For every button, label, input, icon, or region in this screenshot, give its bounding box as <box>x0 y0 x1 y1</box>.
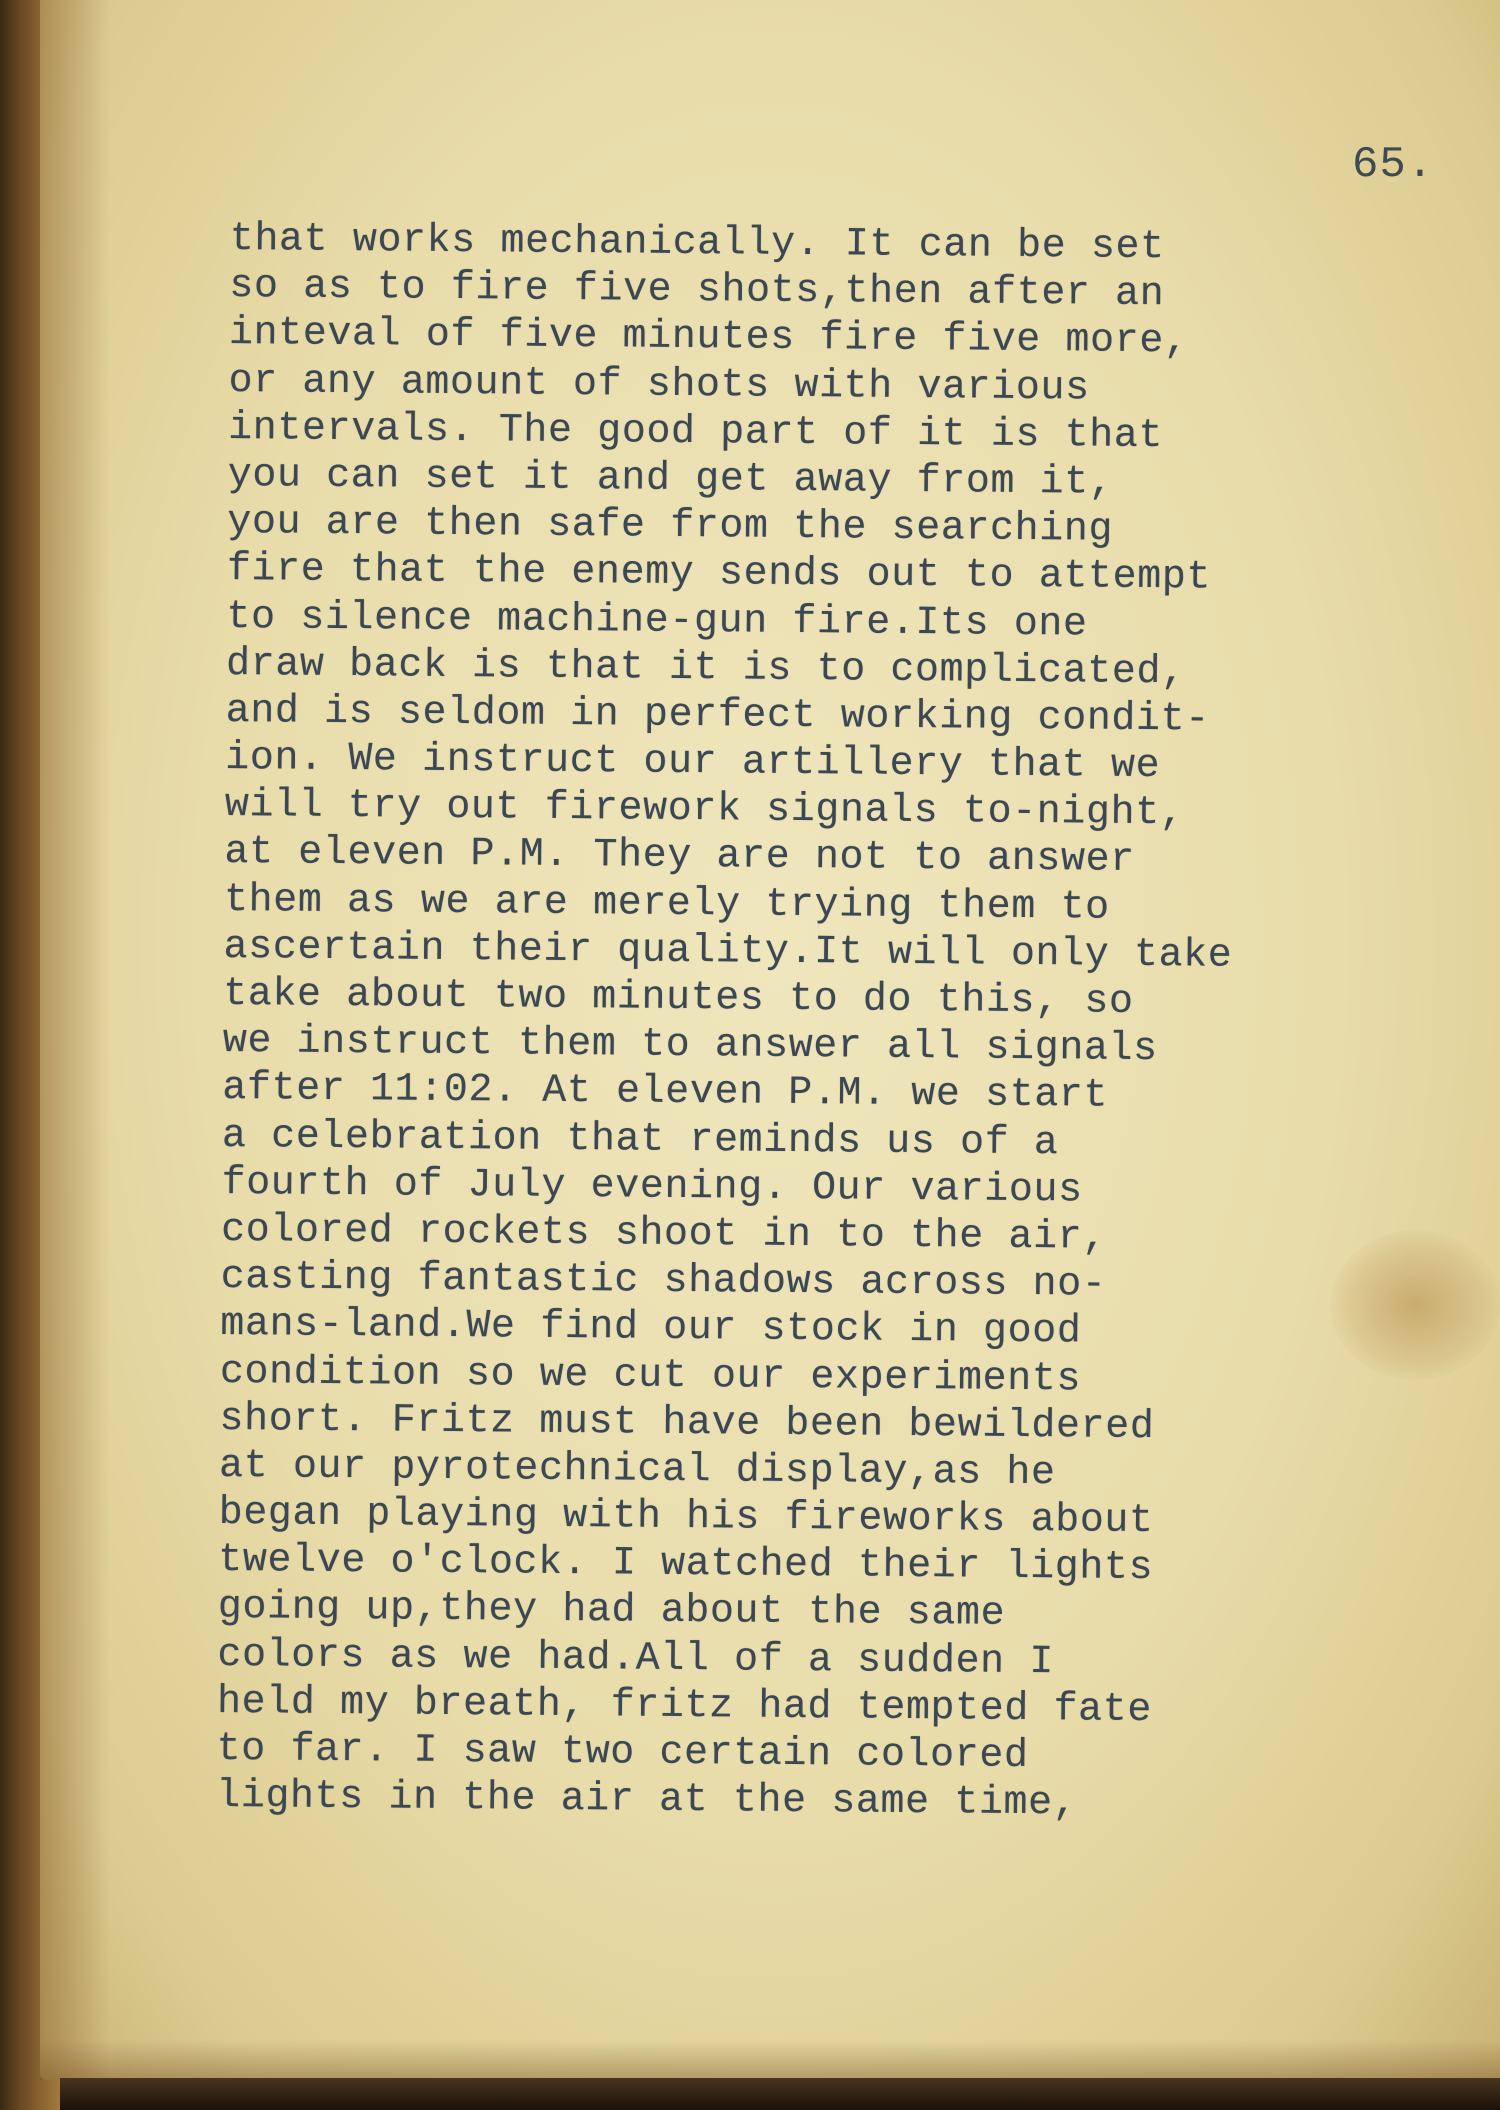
text-line: that works mechanically. It can be set <box>229 216 1165 271</box>
text-line: after 11:02. At eleven P.M. we start <box>222 1066 1109 1120</box>
page-bottom-edge <box>60 2078 1500 2110</box>
page-number: 65. <box>1352 140 1435 190</box>
text-line: lights in the air at the same time, <box>216 1774 1078 1827</box>
text-line: intervals. The good part of it is that <box>227 405 1164 459</box>
text-line: began playing with his fireworks about <box>218 1491 1154 1545</box>
text-line: we instruct them to answer all signals <box>222 1019 1158 1073</box>
text-line: casting fantastic shadows across no- <box>220 1255 1107 1308</box>
text-line: them as we are merely trying them to <box>223 877 1110 931</box>
text-line: short. Fritz must have been bewildered <box>219 1396 1155 1450</box>
text-line: you are then safe from the searching <box>227 500 1114 553</box>
text-line: you can set it and get away from it, <box>227 452 1114 506</box>
text-line: and is seldom in perfect working condit- <box>225 688 1210 743</box>
text-line: fourth of July evening. Our various <box>221 1160 1083 1214</box>
text-line: at eleven P.M. They are not to answer <box>224 830 1135 884</box>
text-line: will try out firework signals to-night, <box>224 783 1185 837</box>
text-line: at our pyrotechnical display,as he <box>218 1443 1056 1497</box>
text-line: to silence machine-gun fire.Its one <box>226 594 1088 647</box>
text-line: held my breath, fritz had tempted fate <box>216 1679 1153 1733</box>
text-line: condition so we cut our experiments <box>219 1349 1082 1402</box>
text-line: twelve o'clock. I watched their lights <box>218 1538 1154 1592</box>
text-line: ion. We instruct our artillery that we <box>225 736 1161 790</box>
text-line: inteval of five minutes fire five more, <box>228 311 1189 365</box>
text-line: take about two minutes to do this, so <box>223 971 1134 1025</box>
text-line: colored rockets shoot in to the air, <box>220 1207 1108 1261</box>
typewritten-body <box>216 216 1480 1831</box>
text-line: going up,they had about the same <box>217 1585 1006 1638</box>
text-line: ascertain their quality.It will only take <box>223 924 1233 979</box>
text-line: so as to fire five shots,then after an <box>229 264 1165 318</box>
text-line: draw back is that it is to complicated, <box>225 641 1186 696</box>
text-line: mans-land.We find our stock in good <box>220 1302 1082 1355</box>
text-line: a celebration that reminds us of a <box>221 1113 1059 1166</box>
text-line: to far. I saw two certain colored <box>216 1726 1029 1780</box>
text-line: fire that the enemy sends out to attempt <box>226 547 1212 601</box>
text-line: colors as we had.All of a sudden I <box>217 1632 1055 1685</box>
text-line: or any amount of shots with various <box>228 358 1090 412</box>
